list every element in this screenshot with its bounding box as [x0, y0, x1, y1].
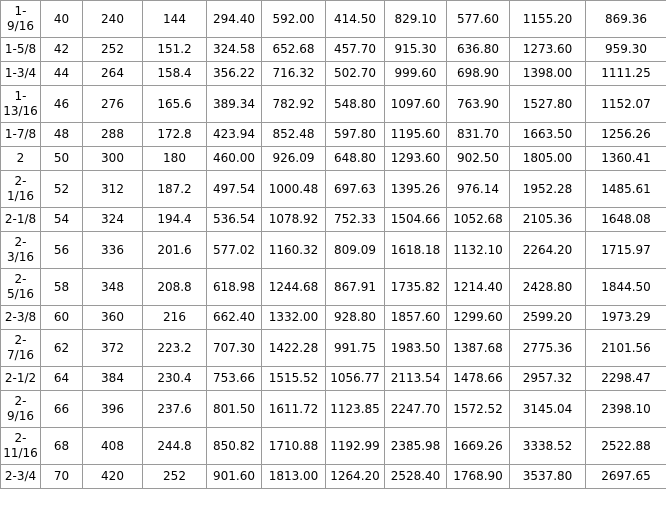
- value-cell: 460.00: [207, 147, 262, 171]
- value-cell: 46: [41, 86, 83, 123]
- value-cell: 1611.72: [262, 391, 326, 428]
- value-cell: 1152.07: [586, 86, 666, 123]
- value-cell: 324: [83, 208, 143, 232]
- value-cell: 68: [41, 428, 83, 465]
- size-cell: 2-1/2: [1, 367, 41, 391]
- size-cell: 2-3/4: [1, 465, 41, 489]
- size-cell: 1-5/8: [1, 38, 41, 62]
- value-cell: 1973.29: [586, 306, 666, 330]
- value-cell: 1244.68: [262, 269, 326, 306]
- value-cell: 165.6: [143, 86, 207, 123]
- value-cell: 652.68: [262, 38, 326, 62]
- value-cell: 348: [83, 269, 143, 306]
- table-row: [1, 38, 666, 62]
- value-cell: 2528.40: [385, 465, 447, 489]
- value-cell: 1572.52: [447, 391, 510, 428]
- value-cell: 58: [41, 269, 83, 306]
- value-cell: 187.2: [143, 171, 207, 208]
- value-cell: 1387.68: [447, 330, 510, 367]
- value-cell: 2775.36: [510, 330, 586, 367]
- value-cell: 915.30: [385, 38, 447, 62]
- table-row: [1, 306, 666, 330]
- value-cell: 1123.85: [326, 391, 385, 428]
- value-cell: 70: [41, 465, 83, 489]
- value-cell: 716.32: [262, 62, 326, 86]
- value-cell: 151.2: [143, 38, 207, 62]
- value-cell: 1422.28: [262, 330, 326, 367]
- value-cell: 244.8: [143, 428, 207, 465]
- value-cell: 1155.20: [510, 1, 586, 38]
- size-cell: 2-3/8: [1, 306, 41, 330]
- value-cell: 1710.88: [262, 428, 326, 465]
- value-cell: 902.50: [447, 147, 510, 171]
- value-cell: 414.50: [326, 1, 385, 38]
- value-cell: 636.80: [447, 38, 510, 62]
- value-cell: 300: [83, 147, 143, 171]
- table-row: [1, 391, 666, 428]
- value-cell: 2247.70: [385, 391, 447, 428]
- value-cell: 1805.00: [510, 147, 586, 171]
- value-cell: 1618.18: [385, 232, 447, 269]
- value-cell: 597.80: [326, 123, 385, 147]
- size-cell: 2-5/16: [1, 269, 41, 306]
- value-cell: 831.70: [447, 123, 510, 147]
- table-row: [1, 269, 666, 306]
- value-cell: 869.36: [586, 1, 666, 38]
- value-cell: 237.6: [143, 391, 207, 428]
- value-cell: 2264.20: [510, 232, 586, 269]
- value-cell: 1111.25: [586, 62, 666, 86]
- table-row: [1, 147, 666, 171]
- value-cell: 40: [41, 1, 83, 38]
- table-row: [1, 428, 666, 465]
- value-cell: 408: [83, 428, 143, 465]
- value-cell: 1663.50: [510, 123, 586, 147]
- value-cell: 801.50: [207, 391, 262, 428]
- value-cell: 208.8: [143, 269, 207, 306]
- value-cell: 42: [41, 38, 83, 62]
- value-cell: 2957.32: [510, 367, 586, 391]
- value-cell: 999.60: [385, 62, 447, 86]
- value-cell: 829.10: [385, 1, 447, 38]
- value-cell: 230.4: [143, 367, 207, 391]
- value-cell: 1478.66: [447, 367, 510, 391]
- value-cell: 252: [83, 38, 143, 62]
- value-cell: 194.4: [143, 208, 207, 232]
- table-row: [1, 62, 666, 86]
- value-cell: 548.80: [326, 86, 385, 123]
- value-cell: 423.94: [207, 123, 262, 147]
- value-cell: 1844.50: [586, 269, 666, 306]
- size-cell: 2-1/8: [1, 208, 41, 232]
- value-cell: 1214.40: [447, 269, 510, 306]
- value-cell: 1395.26: [385, 171, 447, 208]
- size-cell: 2-7/16: [1, 330, 41, 367]
- value-cell: 1735.82: [385, 269, 447, 306]
- value-cell: 144: [143, 1, 207, 38]
- value-cell: 592.00: [262, 1, 326, 38]
- value-cell: 752.33: [326, 208, 385, 232]
- table-row: [1, 171, 666, 208]
- value-cell: 223.2: [143, 330, 207, 367]
- value-cell: 2697.65: [586, 465, 666, 489]
- value-cell: 216: [143, 306, 207, 330]
- value-cell: 1952.28: [510, 171, 586, 208]
- value-cell: 1398.00: [510, 62, 586, 86]
- value-cell: 172.8: [143, 123, 207, 147]
- value-cell: 3338.52: [510, 428, 586, 465]
- value-cell: 396: [83, 391, 143, 428]
- value-cell: 763.90: [447, 86, 510, 123]
- table-row: [1, 123, 666, 147]
- value-cell: 389.34: [207, 86, 262, 123]
- value-cell: 336: [83, 232, 143, 269]
- value-cell: 1052.68: [447, 208, 510, 232]
- value-cell: 577.02: [207, 232, 262, 269]
- size-cell: 1-9/16: [1, 1, 41, 38]
- size-cell: 2-1/16: [1, 171, 41, 208]
- value-cell: 360: [83, 306, 143, 330]
- value-cell: 1768.90: [447, 465, 510, 489]
- value-cell: 901.60: [207, 465, 262, 489]
- value-cell: 50: [41, 147, 83, 171]
- value-cell: 1715.97: [586, 232, 666, 269]
- value-cell: 158.4: [143, 62, 207, 86]
- value-cell: 976.14: [447, 171, 510, 208]
- value-cell: 577.60: [447, 1, 510, 38]
- table-row: [1, 1, 666, 38]
- value-cell: 2101.56: [586, 330, 666, 367]
- value-cell: 1515.52: [262, 367, 326, 391]
- value-cell: 707.30: [207, 330, 262, 367]
- table-row: [1, 465, 666, 489]
- table-row: [1, 367, 666, 391]
- value-cell: 384: [83, 367, 143, 391]
- value-cell: 991.75: [326, 330, 385, 367]
- value-cell: 662.40: [207, 306, 262, 330]
- value-cell: 1256.26: [586, 123, 666, 147]
- value-cell: 502.70: [326, 62, 385, 86]
- value-cell: 252: [143, 465, 207, 489]
- value-cell: 2522.88: [586, 428, 666, 465]
- value-cell: 2385.98: [385, 428, 447, 465]
- value-cell: 809.09: [326, 232, 385, 269]
- value-cell: 867.91: [326, 269, 385, 306]
- table-row: [1, 232, 666, 269]
- value-cell: 324.58: [207, 38, 262, 62]
- value-cell: 1160.32: [262, 232, 326, 269]
- value-cell: 1332.00: [262, 306, 326, 330]
- value-cell: 356.22: [207, 62, 262, 86]
- value-cell: 3537.80: [510, 465, 586, 489]
- value-cell: 2599.20: [510, 306, 586, 330]
- value-cell: 52: [41, 171, 83, 208]
- value-cell: 3145.04: [510, 391, 586, 428]
- table-row: [1, 330, 666, 367]
- value-cell: 48: [41, 123, 83, 147]
- value-cell: 264: [83, 62, 143, 86]
- value-cell: 1648.08: [586, 208, 666, 232]
- value-cell: 1192.99: [326, 428, 385, 465]
- value-cell: 66: [41, 391, 83, 428]
- value-cell: 240: [83, 1, 143, 38]
- value-cell: 2398.10: [586, 391, 666, 428]
- value-cell: 62: [41, 330, 83, 367]
- value-cell: 1195.60: [385, 123, 447, 147]
- value-cell: 618.98: [207, 269, 262, 306]
- size-cell: 1-13/16: [1, 86, 41, 123]
- value-cell: 1669.26: [447, 428, 510, 465]
- value-cell: 201.6: [143, 232, 207, 269]
- size-cell: 1-7/8: [1, 123, 41, 147]
- value-cell: 44: [41, 62, 83, 86]
- value-cell: 1132.10: [447, 232, 510, 269]
- value-cell: 372: [83, 330, 143, 367]
- size-cell: 2-9/16: [1, 391, 41, 428]
- value-cell: 2428.80: [510, 269, 586, 306]
- value-cell: 648.80: [326, 147, 385, 171]
- table-row: [1, 208, 666, 232]
- value-cell: 1485.61: [586, 171, 666, 208]
- value-cell: 1273.60: [510, 38, 586, 62]
- value-cell: 2105.36: [510, 208, 586, 232]
- value-cell: 850.82: [207, 428, 262, 465]
- size-cell: 2: [1, 147, 41, 171]
- value-cell: 1078.92: [262, 208, 326, 232]
- value-cell: 1983.50: [385, 330, 447, 367]
- value-cell: 928.80: [326, 306, 385, 330]
- value-cell: 1813.00: [262, 465, 326, 489]
- value-cell: 2298.47: [586, 367, 666, 391]
- value-cell: 782.92: [262, 86, 326, 123]
- value-cell: 1299.60: [447, 306, 510, 330]
- value-cell: 2113.54: [385, 367, 447, 391]
- value-cell: 1527.80: [510, 86, 586, 123]
- value-cell: 1360.41: [586, 147, 666, 171]
- value-cell: 420: [83, 465, 143, 489]
- value-cell: 64: [41, 367, 83, 391]
- value-cell: 457.70: [326, 38, 385, 62]
- value-cell: 697.63: [326, 171, 385, 208]
- value-cell: 312: [83, 171, 143, 208]
- value-cell: 497.54: [207, 171, 262, 208]
- value-cell: 959.30: [586, 38, 666, 62]
- value-cell: 753.66: [207, 367, 262, 391]
- value-cell: 276: [83, 86, 143, 123]
- value-cell: 926.09: [262, 147, 326, 171]
- value-cell: 180: [143, 147, 207, 171]
- value-cell: 56: [41, 232, 83, 269]
- value-cell: 1264.20: [326, 465, 385, 489]
- value-cell: 54: [41, 208, 83, 232]
- value-cell: 288: [83, 123, 143, 147]
- size-cell: 2-3/16: [1, 232, 41, 269]
- value-cell: 1056.77: [326, 367, 385, 391]
- size-cell: 1-3/4: [1, 62, 41, 86]
- value-cell: 1097.60: [385, 86, 447, 123]
- table-row: [1, 86, 666, 123]
- value-cell: 294.40: [207, 1, 262, 38]
- value-cell: 1000.48: [262, 171, 326, 208]
- value-cell: 852.48: [262, 123, 326, 147]
- value-cell: 1504.66: [385, 208, 447, 232]
- size-cell: 2-11/16: [1, 428, 41, 465]
- value-cell: 536.54: [207, 208, 262, 232]
- value-cell: 1293.60: [385, 147, 447, 171]
- value-cell: 698.90: [447, 62, 510, 86]
- value-cell: 60: [41, 306, 83, 330]
- value-cell: 1857.60: [385, 306, 447, 330]
